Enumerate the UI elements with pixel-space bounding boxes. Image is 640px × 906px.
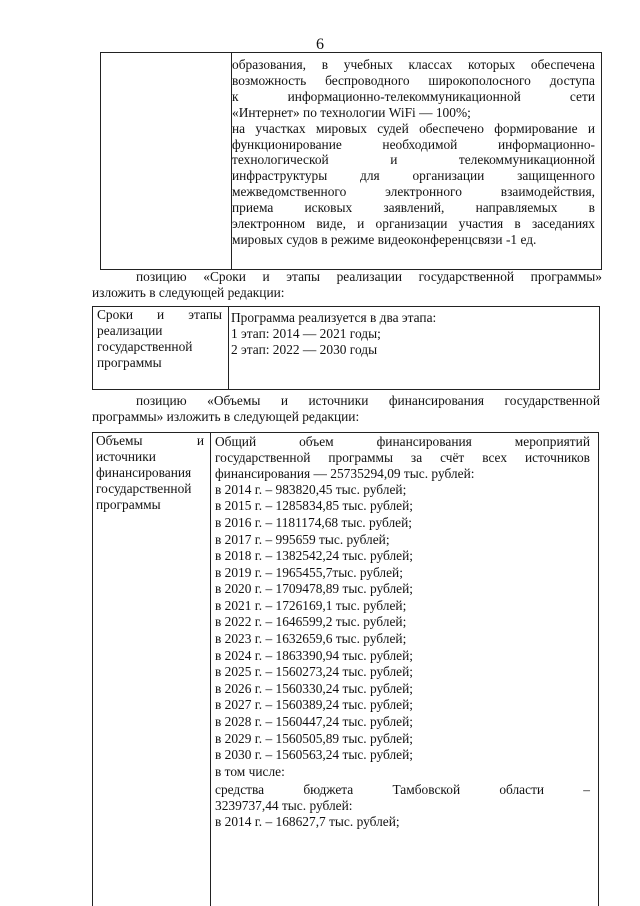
text-line: 1 этап: 2014 — 2021 годы; bbox=[231, 325, 381, 341]
funding-table bbox=[92, 432, 599, 906]
budget-line: 3239737,44 тыс. рублей: bbox=[215, 798, 353, 814]
text-line: возможность беспроводного широкополосного доступа bbox=[232, 72, 595, 88]
year-amount-line: в 2014 г. – 168627,7 тыс. рублей; bbox=[215, 814, 400, 830]
label-line: государственной bbox=[97, 338, 193, 354]
text-line: инфраструктуры для организации защищенного bbox=[232, 168, 595, 184]
budget-line: средства бюджета Тамбовской области – bbox=[215, 782, 590, 798]
text-line: приема исковых заявлений, направляемых в bbox=[232, 200, 595, 216]
text-line: на участках мировых судей обеспечено формирование и bbox=[232, 120, 595, 136]
year-amount-line: в 2023 г. – 1632659,6 тыс. рублей; bbox=[215, 631, 407, 647]
terms-right-cell bbox=[231, 307, 593, 389]
year-amount-line: в 2030 г. – 1560563,24 тыс. рублей; bbox=[215, 747, 413, 763]
text-line: межведомственного электронного взаимодействия, bbox=[232, 184, 595, 200]
text-line: к информационно-телекоммуникационной сети bbox=[232, 88, 595, 104]
text-line: 2 этап: 2022 — 2030 годы bbox=[231, 341, 378, 357]
year-amount-line: в 2029 г. – 1560505,89 тыс. рублей; bbox=[215, 730, 413, 746]
year-amount-line: в 2017 г. – 995659 тыс. рублей; bbox=[215, 531, 390, 547]
text-line: государственной программы за счёт всех источников bbox=[215, 449, 590, 465]
amendment-paragraph-terms bbox=[92, 269, 602, 301]
indicators-left-cell bbox=[101, 53, 232, 269]
terms-table bbox=[92, 306, 600, 390]
indicators-table bbox=[100, 52, 602, 270]
year-amount-line: в 2024 г. – 1863390,94 тыс. рублей; bbox=[215, 647, 413, 663]
label-line: Объемы и bbox=[96, 433, 204, 448]
label-line: источники bbox=[96, 448, 156, 464]
text-line: образования, в учебных классах которых обеспечена bbox=[232, 57, 595, 72]
year-amount-line: в 2028 г. – 1560447,24 тыс. рублей; bbox=[215, 714, 413, 730]
amendment-paragraph-funding bbox=[92, 393, 600, 425]
page-number: 6 bbox=[316, 36, 324, 53]
including-label: в том числе: bbox=[215, 763, 285, 779]
year-amount-line: в 2019 г. – 1965455,7тыс. рублей; bbox=[215, 564, 403, 580]
label-line: государственной bbox=[96, 480, 192, 496]
text-line: Программа реализуется в два этапа: bbox=[231, 310, 437, 325]
year-amount-line: в 2027 г. – 1560389,24 тыс. рублей; bbox=[215, 697, 413, 713]
indicators-right-cell bbox=[232, 53, 595, 269]
funding-right-cell bbox=[215, 433, 590, 906]
year-amount-line: в 2025 г. – 1560273,24 тыс. рублей; bbox=[215, 664, 413, 680]
label-line: Сроки и этапы bbox=[97, 307, 222, 322]
text-line: «Интернет» по технологии WiFi — 100%; bbox=[232, 104, 471, 120]
text-line: финансирования — 25735294,09 тыс. рублей: bbox=[215, 465, 475, 481]
year-amount-line: в 2022 г. – 1646599,2 тыс. рублей; bbox=[215, 614, 407, 630]
paragraph-line: позицию «Объемы и источники финансирования государственной bbox=[136, 393, 600, 408]
year-amount-line: в 2026 г. – 1560330,24 тыс. рублей; bbox=[215, 680, 413, 696]
year-amount-line: в 2018 г. – 1382542,24 тыс. рублей; bbox=[215, 548, 413, 564]
text-line: мировых судов в режиме видеоконференцсвязи -1 ед. bbox=[232, 231, 537, 247]
terms-left-cell bbox=[93, 307, 229, 389]
label-line: финансирования bbox=[96, 464, 192, 480]
year-amount-line: в 2016 г. – 1181174,68 тыс. рублей; bbox=[215, 514, 412, 530]
funding-left-cell bbox=[93, 433, 211, 906]
label-line: реализации bbox=[97, 322, 163, 338]
text-line: Общий объем финансирования мероприятий bbox=[215, 434, 590, 449]
text-line: функционирование необходимой информационно- bbox=[232, 136, 595, 152]
year-amount-line: в 2015 г. – 1285834,85 тыс. рублей; bbox=[215, 498, 413, 514]
label-line: программы bbox=[97, 354, 162, 370]
text-line: электронном виде, и организации участия в заседаниях bbox=[232, 216, 595, 232]
year-amount-line: в 2020 г. – 1709478,89 тыс. рублей; bbox=[215, 581, 413, 597]
label-line: программы bbox=[96, 496, 161, 512]
text-line: технологической и телекоммуникационной bbox=[232, 152, 595, 168]
paragraph-line: изложить в следующей редакции: bbox=[92, 284, 285, 300]
paragraph-line: программы» изложить в следующей редакции: bbox=[92, 408, 360, 424]
year-amount-line: в 2021 г. – 1726169,1 тыс. рублей; bbox=[215, 597, 407, 613]
paragraph-line: позицию «Сроки и этапы реализации государственной программы» bbox=[136, 269, 602, 284]
year-amount-line: в 2014 г. – 983820,45 тыс. рублей; bbox=[215, 481, 407, 497]
